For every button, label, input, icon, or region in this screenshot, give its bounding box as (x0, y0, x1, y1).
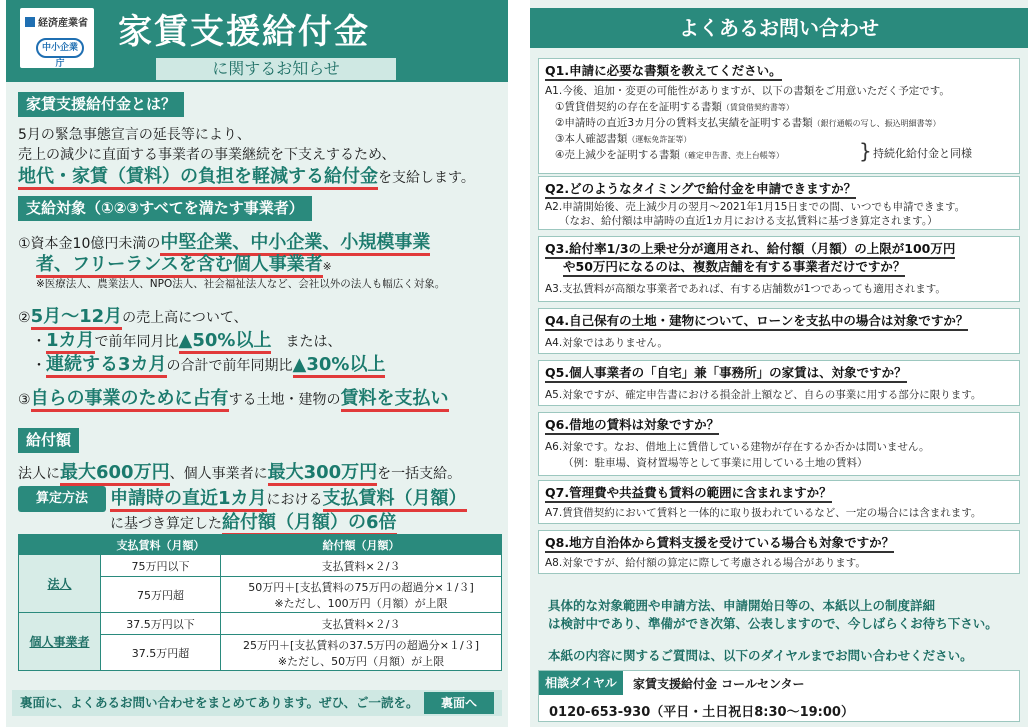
faq-item-q2 (538, 176, 1020, 230)
doc-item-name: ③本人確認書類 (555, 133, 628, 145)
criterion-2-line (18, 302, 248, 328)
cap-note: ※ただし、50万円（月額）が上限 (277, 654, 445, 668)
table-corner (19, 535, 101, 555)
table-cell: 75万円超 (101, 577, 221, 613)
doc-item (555, 115, 941, 130)
table-cell: 37.5万円超 (101, 635, 221, 671)
question: Q5.個人事業者の「自宅」兼「事務所」の家賃は、対象ですか？ (545, 363, 907, 383)
amount-line (18, 458, 461, 484)
criterion-2-emphasis: 5月～12月 (31, 306, 123, 330)
faq-title: よくあるお問い合わせ (530, 8, 1028, 48)
criterion-2b-mid: の合計で前年同期比 (166, 358, 293, 374)
about-line-1: 5月の緊急事態宣言の延長等により、 (18, 127, 251, 143)
faq-item-q4 (538, 308, 1020, 354)
criterion-1-emphasis-1: 中堅企業、中小企業、小規模事業 (160, 232, 430, 256)
answer: A7.賃貸借契約において賃料と一体的に取り扱われているなど、一定の場合には含まれます。 (545, 507, 982, 519)
method-label: 算定方法 (18, 486, 106, 512)
table-header-row (19, 535, 502, 555)
criterion-2a-value: ▲50%以上 (179, 330, 272, 354)
answer: A1.今後、追加・変更の可能性がありますが、以下の書類をご用意いただく予定です。 (545, 85, 950, 97)
amount-indiv-max: 最大300万円 (268, 462, 378, 486)
amount-tail: を一括支給。 (377, 466, 462, 482)
criterion-2b-value: ▲30%以上 (293, 354, 386, 378)
criterion-1-line-2 (36, 250, 332, 276)
criterion-1-prefix: ①資本金10億円未満の (18, 236, 161, 252)
faq-item-q1 (538, 58, 1020, 174)
faq-item-q7 (538, 480, 1020, 524)
faq-item-q8 (538, 530, 1020, 574)
table-header-amount: 給付額（月額） (221, 535, 502, 555)
about-line-2: 売上の減少に直面する事業者の事業継続を下支えするため、 (18, 147, 396, 163)
table-cell (221, 577, 502, 613)
criterion-3-emphasis-1: 自らの事業のために占有 (31, 388, 229, 412)
criterion-2-tail: の売上高について、 (122, 310, 248, 326)
doc-item-note: （確定申告書、売上台帳等） (679, 151, 784, 160)
method-mid: における (266, 492, 323, 508)
question: Q2.どのようなタイミングで給付金を申請できますか？ (545, 179, 856, 199)
answer: A8.対象ですが、給付額の算定に際して考慮される場合があります。 (545, 557, 866, 569)
dial-label: 相談ダイヤル (539, 671, 623, 695)
faq-item-q3 (538, 236, 1020, 302)
answer: A3.支払賃料が高額な事業者であれば、有する店舗数が1つであっても適用されます。 (545, 283, 946, 295)
right-panel (530, 0, 1028, 727)
notice-line-1: 具体的な対象範囲や申請方法、申請開始日等の、本紙以上の制度詳細 (548, 598, 936, 613)
table-cell: 37.5万円以下 (101, 613, 221, 635)
doc-item-name: ④売上減少を証明する書類 (555, 149, 680, 161)
notice-line-3: 本紙の内容に関するご質問は、以下のダイヤルまでお問い合わせください。 (548, 648, 973, 663)
doc-item (555, 131, 691, 146)
phone-number[interactable]: 0120-653-930（平日・土日祝日8:30～19:00） (549, 705, 854, 720)
bullet: ・ (32, 334, 46, 350)
notice-line-2: は検討中であり、準備ができ次第、公表しますので、今しばらくお待ち下さい。 (548, 616, 998, 631)
criterion-3-emphasis-2: 賃料を支払い (341, 388, 449, 412)
amount-corp-max: 最大600万円 (60, 462, 170, 486)
doc-item-note: （賃貸借契約書等） (721, 103, 794, 112)
section-heading-about: 家賃支援給付金とは？ (18, 92, 184, 117)
consult-dial-box (538, 670, 1020, 722)
criterion-2b-emphasis: 連続する3カ月 (46, 354, 167, 378)
answer-note: （例：駐車場、資材置場等として事業に用している土地の賃料） (563, 457, 868, 469)
table-cell: 支払賃料×２/３ (221, 555, 502, 577)
criterion-2a-mid: で前年同月比 (94, 334, 179, 350)
method-emphasis-1: 申請時の直近1カ月 (110, 488, 267, 512)
criterion-3-line (18, 384, 449, 410)
faq-item-q5 (538, 360, 1020, 406)
table-cell (221, 635, 502, 671)
criterion-1-emphasis-2: 者、フリーランスを含む個人事業者 (36, 254, 323, 278)
doc-item-note: （銀行通帳の写し、振込明細書等） (812, 119, 941, 128)
answer-note: （なお、給付額は申請時の直近1カ月における支払賃料に基づき算定されます。） (559, 215, 938, 227)
meti-logo-icon (25, 17, 35, 27)
question: Q7.管理費や共益費も賃料の範囲に含まれますか？ (545, 483, 832, 503)
criterion-1-mark: ※ (322, 261, 332, 273)
table-cell: 支払賃料×２/３ (221, 613, 502, 635)
doc-item-name: ①賃貸借契約の存在を証明する書類 (555, 101, 722, 113)
question: Q1.申請に必要な書類を教えてください。 (545, 61, 782, 81)
table-cell: 75万円以下 (101, 555, 221, 577)
call-center-name: 家賃支援給付金 コールセンター (633, 677, 805, 691)
formula-line: 25万円＋[支払賃料の37.5万円の超過分×１/３] (243, 638, 479, 652)
about-emphasis: 地代・家賃（賃料）の負担を軽減する給付金 (18, 166, 378, 190)
back-side-button[interactable]: 裏面へ (424, 692, 494, 714)
method-emphasis-2: 支払賃料（月額） (323, 488, 467, 512)
agency-name: 中小企業庁 (36, 38, 84, 58)
faq-item-q6 (538, 412, 1020, 476)
doc-item-note: （運転免許証等） (627, 135, 692, 144)
criterion-2a-or: または、 (271, 334, 342, 350)
criterion-3-mid: する土地・建物の (228, 392, 341, 408)
section-heading-eligibility: 支給対象（①②③すべてを満たす事業者） (18, 196, 312, 221)
row-header-corp: 法人 (19, 555, 101, 613)
answer: A5.対象ですが、確定申告書における損金計上額など、自らの事業に用する部分に限ります。 (545, 389, 982, 401)
answer: A6.対象です。なお、借地上に賃借している建物が存在するか否かは問いません。 (545, 441, 930, 453)
method-emphasis-3: 給付額（月額）の6倍 (222, 512, 397, 536)
row-header-individual: 個人事業者 (19, 613, 101, 671)
criterion-1-note: ※医療法人、農業法人、NPO法人、社会福祉法人など、会社以外の法人も幅広く対象。 (36, 278, 446, 290)
criterion-2b-line (32, 350, 385, 376)
same-as-note: 持続化給付金と同様 (873, 147, 972, 160)
table-row (19, 555, 502, 577)
criterion-3-prefix: ③ (18, 392, 31, 408)
cap-note: ※ただし、100万円（月額）が上限 (274, 596, 448, 610)
method-line-1 (110, 484, 467, 510)
table-row (19, 613, 502, 635)
question: Q4.自己保有の土地・建物について、ローンを支払中の場合は対象ですか？ (545, 311, 968, 331)
section-heading-amount: 給付額 (18, 428, 79, 453)
answer: A2.申請開始後、売上減少月の翌月～2021年1月15日までの間、いつでも申請できます。 (545, 201, 966, 213)
formula-line: 50万円＋[支払賃料の75万円の超過分×１/３] (248, 580, 474, 594)
ministry-logo (20, 8, 94, 68)
doc-item-name: ②申請時の直近3カ月分の賃料支払実績を証明する書類 (555, 117, 813, 129)
question: Q8.地方自治体から賃料支援を受けている場合も対象ですか？ (545, 533, 894, 553)
criterion-2-prefix: ② (18, 310, 31, 326)
doc-item (555, 99, 794, 114)
table-header-rent: 支払賃料（月額） (101, 535, 221, 555)
about-tail: を支給します。 (378, 170, 475, 186)
left-panel (6, 0, 508, 727)
page-subtitle: に関するお知らせ (156, 58, 396, 80)
method-prefix: に基づき算定した (110, 516, 222, 532)
left-header (6, 0, 508, 82)
criterion-2a-emphasis: 1カ月 (46, 330, 95, 354)
amount-mid: 、個人事業者に (169, 466, 268, 482)
doc-item (555, 147, 784, 162)
bullet: ・ (32, 358, 46, 374)
brace-icon: } (859, 139, 872, 163)
answer: A4.対象ではありません。 (545, 337, 668, 349)
payment-table (18, 534, 502, 671)
question-cont: や50万円になるのは、複数店舗を有する事業者だけですか？ (563, 257, 905, 277)
back-side-note: 裏面に、よくあるお問い合わせをまとめてあります。ぜひ、ご一読を。 (12, 690, 502, 716)
page-title: 家賃支援給付金 (118, 12, 370, 52)
about-line-3 (18, 162, 475, 188)
amount-prefix: 法人に (18, 466, 60, 482)
question: Q6.借地の賃料は対象ですか？ (545, 415, 719, 435)
criterion-2a-line (32, 326, 341, 352)
ministry-name: 経済産業省 (38, 18, 88, 29)
method-line-2 (110, 508, 397, 534)
question: Q3.給付率1/3の上乗せ分が適用され、給付額（月額）の上限が100万円 (545, 239, 955, 259)
